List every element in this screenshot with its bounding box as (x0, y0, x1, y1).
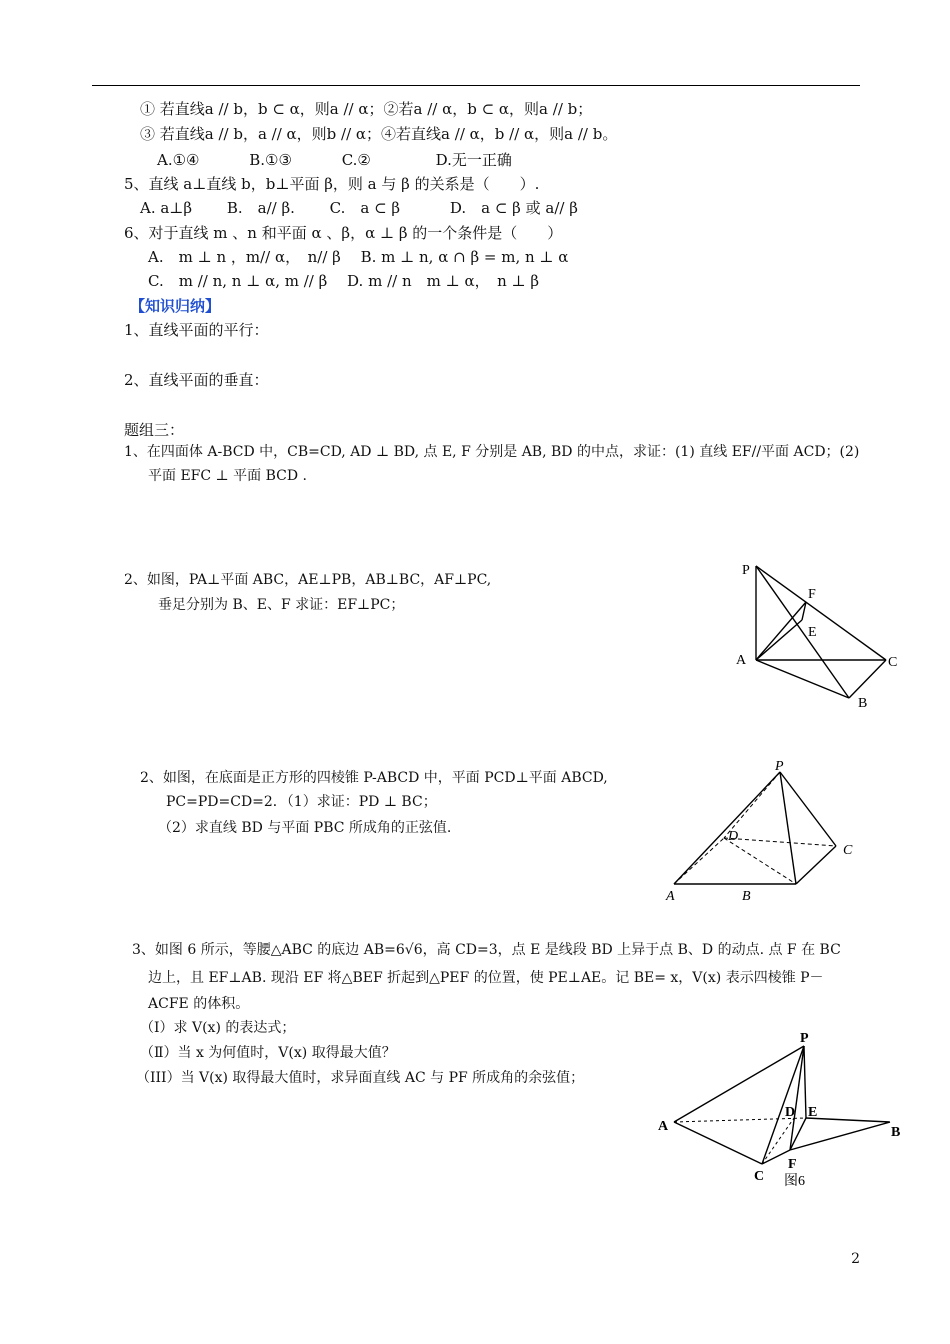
fig1-label-b: B (858, 696, 868, 711)
statement-line-2: ③ 若直线a // b，a // α，则b // α；④若直线a // α，b // α，则a // b。 (140, 125, 618, 143)
fig1-label-f: F (808, 587, 816, 602)
problem-2-line-2: 垂足分别为 B、E、F 求证：EF⊥PC； (158, 597, 405, 613)
fig2-label-p: P (775, 759, 784, 774)
fig3-label-a: A (658, 1119, 669, 1134)
figure-folded-triangle (650, 1030, 910, 1195)
fig3-label-e: E (808, 1105, 818, 1120)
question-5: 5、直线 a⊥直线 b，b⊥平面 β，则 a 与 β 的关系是（ ）. (124, 175, 540, 193)
fig3-label-d: D (785, 1105, 796, 1120)
problem-3-line-1: 2、如图，在底面是正方形的四棱锥 P-ABCD 中，平面 PCD⊥平面 ABCD, (140, 770, 608, 786)
problem-4-part-2: （Ⅱ）当 x 为何值时，V(x) 取得最大值？ (140, 1045, 396, 1061)
fig3-label-c: C (754, 1169, 765, 1184)
fig3-label-p: P (800, 1031, 809, 1046)
page-number: 2 (851, 1251, 860, 1267)
fig1-label-p: P (742, 563, 750, 578)
problem-4-part-3: （III）当 V(x) 取得最大值时，求异面直线 AC 与 PF 所成角的余弦值； (136, 1070, 585, 1086)
fig2-label-d: D (728, 829, 739, 844)
fig2-label-c: C (843, 843, 853, 858)
options-q6-ab: A. m ⊥ n ，m// α， n// β B. m ⊥ n, α ∩ β = m, n ⊥ α (148, 248, 569, 266)
options-q4: A.①④ B.①③ C.② D.无一正确 (157, 151, 512, 169)
statement-line-1: ① 若直线a // b，b ⊂ α，则a // α；②若a // α，b ⊂ α，则a // b； (140, 100, 593, 118)
problem-4-line-3: ACFE 的体积。 (148, 996, 250, 1012)
problem-3-line-2: PC=PD=CD=2．（1）求证：PD ⊥ BC； (166, 794, 437, 810)
figure-tetrahedron (730, 556, 910, 716)
figure-pyramid (660, 756, 870, 908)
problem-4-line-1: 3、如图 6 所示，等腰△ABC 的底边 AB=6√6，高 CD=3，点 E 是线段 BD 上异于点 B、D 的动点. 点 F 在 BC (132, 942, 841, 958)
problem-4-part-1: （Ⅰ）求 V(x) 的表达式； (140, 1020, 296, 1036)
options-q6-cd: C. m // n, n ⊥ α, m // β D. m // n m ⊥ α， n ⊥ β (148, 272, 540, 290)
problem-1-line-1: 1、在四面体 A-BCD 中，CB=CD, AD ⊥ BD, 点 E, F 分别是 AB, BD 的中点，求证：(1) 直线 EF//平面 ACD；(2) (124, 444, 860, 460)
fig1-label-c: C (888, 655, 898, 670)
fig3-caption: 图6 (784, 1174, 805, 1189)
fig1-label-e: E (808, 625, 817, 640)
fig2-label-b: B (742, 889, 751, 904)
problem-4-line-2: 边上，且 EF⊥AB. 现沿 EF 将△BEF 折起到△PEF 的位置，使 PE⊥AE。记 BE= x，V(x) 表示四棱锥 P－ (148, 970, 824, 986)
fig3-label-f: F (788, 1157, 797, 1172)
problem-2-line-1: 2、如图，PA⊥平面 ABC，AE⊥PB，AB⊥BC，AF⊥PC, (124, 572, 492, 588)
header-rule (92, 85, 860, 86)
fig2-label-a: A (666, 889, 675, 904)
problem-1-line-2: 平面 EFC ⊥ 平面 BCD . (148, 468, 307, 484)
knowledge-parallel: 1、直线平面的平行： (124, 321, 269, 339)
question-6: 6、对于直线 m 、n 和平面 α 、β，α ⊥ β 的一个条件是（ ） (124, 224, 563, 242)
problem-3-line-3: （2）求直线 BD 与平面 PBC 所成角的正弦值. (158, 820, 452, 836)
fig3-label-b: B (891, 1125, 901, 1140)
section-knowledge-summary: 【知识归纳】 (130, 297, 221, 315)
fig1-label-a: A (736, 653, 747, 668)
group-three-heading: 题组三： (124, 421, 185, 439)
knowledge-perpendicular: 2、直线平面的垂直： (124, 371, 269, 389)
options-q5: A. a⊥β B. a// β. C. a ⊂ β D. a ⊂ β 或 a// β (140, 199, 578, 217)
